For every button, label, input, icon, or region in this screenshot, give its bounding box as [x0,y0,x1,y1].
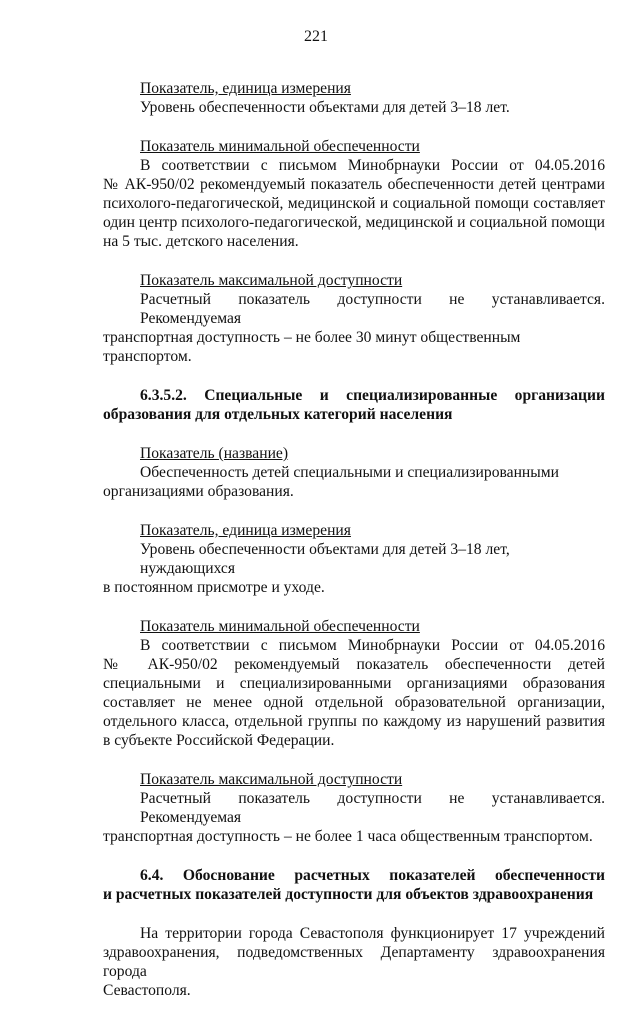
section-label: Показатель, единица измерения [140,80,351,97]
heading-word: Специальные [204,387,303,404]
section-label: Показатель минимальной обеспеченности [140,138,420,155]
page-number: 221 [304,28,328,45]
text-line: В соответствии с письмом Минобрнауки России от 04.05.2016 [140,637,605,654]
text-line: отдельного класса, отдельной группы по каждому из нарушений развития [103,713,605,730]
heading-line: и расчетных показателей доступности для объектов здравоохранения [103,886,594,903]
text-line: Обеспеченность детей специальными и специализированными [140,464,559,481]
text-line: Уровень обеспеченности объектами для детей 3–18 лет, нуждающихся [140,541,510,577]
heading-word: и [319,387,329,404]
text-line: транспортная доступность – не более 1 часа общественным транспортом. [103,828,593,845]
text-line: специальными и специализированными организациями образования [103,675,605,692]
text-line: № АК-950/02 рекомендуемый показатель обеспеченности детей центрами [103,176,605,193]
document-body [103,79,605,1020]
text-line: один центр психолого-педагогической, медицинской и социальной помощи [103,214,605,231]
text-line: В соответствии с письмом Минобрнауки России от 04.05.2016 [140,157,605,174]
text-line: психолого-педагогической, медицинской и социальной помощи составляет [103,195,605,212]
section-label: Показатель минимальной обеспеченности [140,618,420,635]
text-line: Уровень обеспеченности объектами для детей 3–18 лет. [140,99,510,116]
section-unit-1 [103,79,605,117]
text-line: на 5 тыс. детского населения. [103,233,299,250]
section-label: Показатель максимальной доступности [140,272,403,289]
heading-number: 6.4. [140,867,164,884]
text-line: Расчетный показатель доступности не устанавливается. Рекомендуемая [140,790,605,826]
heading-word: Обоснование [182,867,275,884]
section-name [103,444,605,501]
heading-line [103,386,605,405]
text-line: На территории города Севастополя функционирует 17 учреждений [140,925,605,942]
section-unit-2 [103,521,605,597]
text-line: в постоянном присмотре и уходе. [103,579,325,596]
heading-word: показателей [389,867,476,884]
text-line: организациями образования. [103,483,294,500]
text-line: составляет не менее одной отдельной образовательной организации, [103,694,605,711]
heading-line [103,866,605,885]
section-max-access-2 [103,770,605,846]
heading-number: 6.3.5.2. [140,387,187,404]
heading-word: организации [514,387,605,404]
heading-line: образования для отдельных категорий населения [103,406,453,423]
heading-word: расчетных [294,867,370,884]
section-label: Показатель максимальной доступности [140,771,403,788]
section-min-provision-2 [103,617,605,750]
text-line: Расчетный показатель доступности не устанавливается. Рекомендуемая [140,291,605,327]
section-label: Показатель (название) [140,445,289,462]
section-heading-6-3-5-2 [103,386,605,424]
section-min-provision-1 [103,137,605,251]
text-line: здравоохранения, подведомственных Департаменту здравоохранения города [103,944,605,980]
paragraph-healthcare [103,924,605,1000]
heading-word: специализированные [346,387,498,404]
section-heading-6-4 [103,866,605,904]
heading-word: обеспеченности [495,867,605,884]
text-line: Севастополя. [103,982,191,999]
text-line: транспортная доступность – не более 30 минут общественным транспортом. [103,329,521,365]
text-line: в субъекте Российской Федерации. [103,732,335,749]
section-max-access-1 [103,271,605,366]
text-line: № АК-950/02 рекомендуемый показатель обеспеченности детей [103,656,605,673]
section-label: Показатель, единица измерения [140,522,351,539]
